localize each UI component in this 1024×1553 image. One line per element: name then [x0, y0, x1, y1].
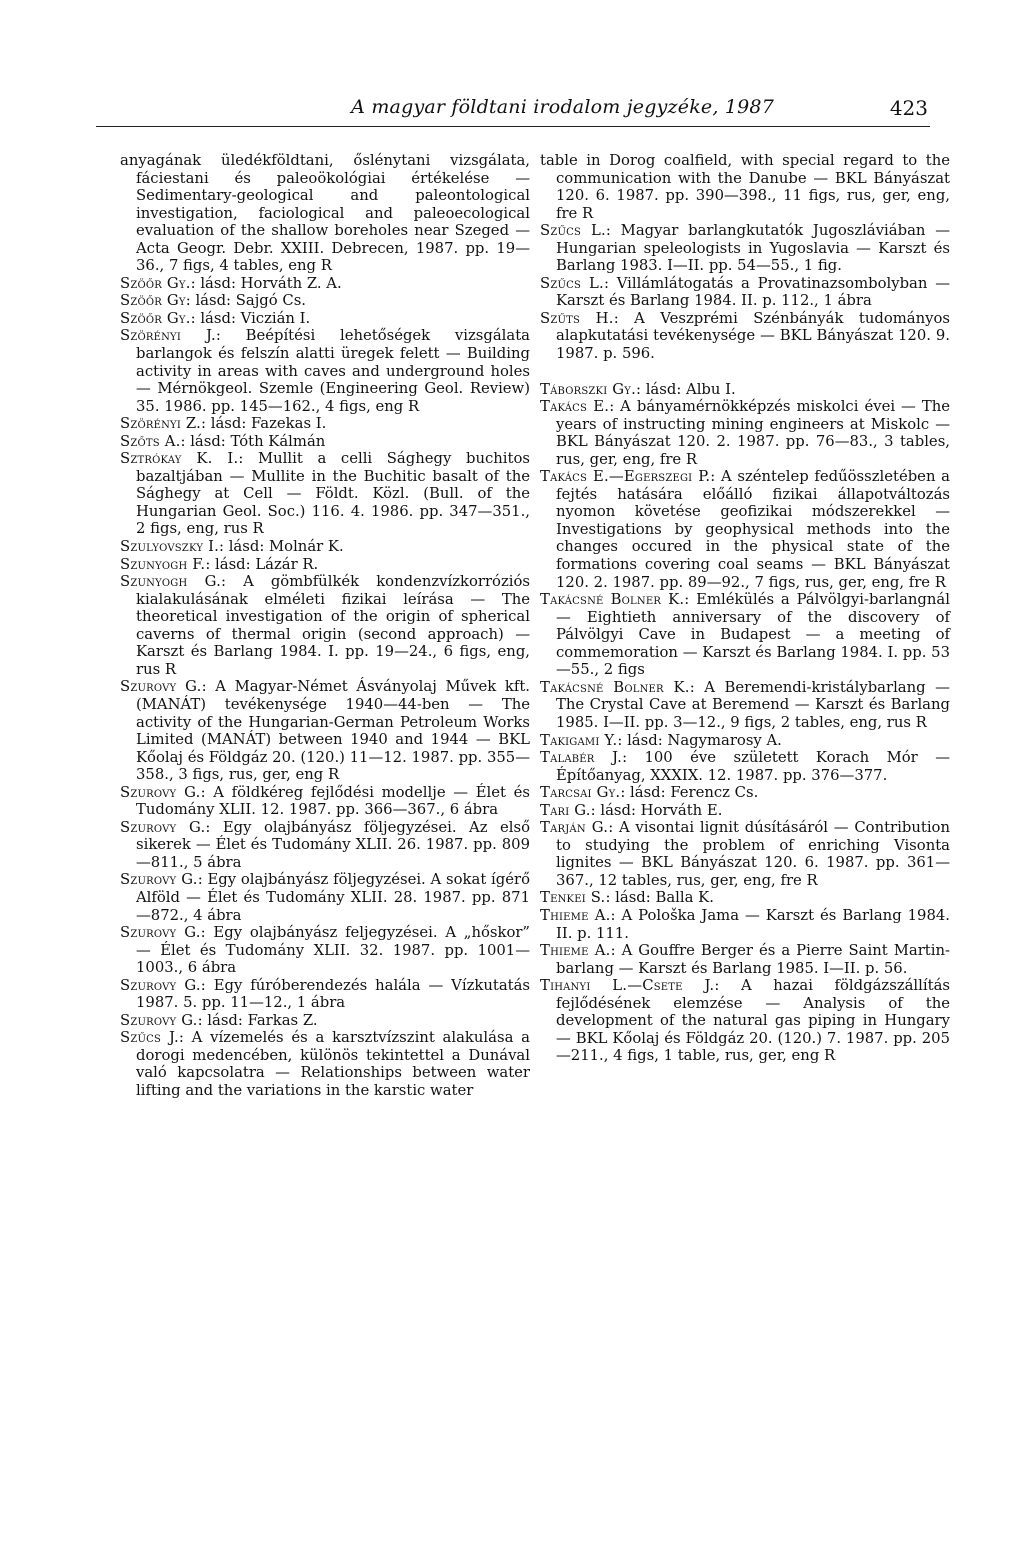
entry-text: : A hazai földgázszállítás fejlődésének elemzése — Analysis of the development of the natural gas piping in Hungary — BKL Kőolaj és Földgáz 20. (120.) 7. 1987. pp. 205—211., 4 figs, 1 table, rus, ger, eng R	[556, 977, 950, 1065]
bibliography-entry	[120, 573, 530, 678]
bibliography-entry	[540, 802, 950, 820]
bibliography-entry	[120, 924, 530, 977]
bibliography-entry	[540, 152, 950, 222]
entry-text: : A Gouffre Berger és a Pierre Saint Martin-barlang — Karszt és Barlang 1985. I—II. p. 56.	[556, 942, 950, 977]
entry-text: : lásd: Horváth E.	[590, 801, 723, 819]
bibliography-entry	[540, 222, 950, 275]
entry-text: : A Veszprémi Szénbányák tudományos alapkutatási tevékenysége — BKL Bányászat 120. 9. 1987. p. 596.	[556, 309, 950, 363]
entry-author: Szűcs L.	[540, 222, 606, 240]
entry-text: : lásd: Balla K.	[605, 889, 714, 907]
entry-text: : A gömbfülkék kondenzvízkorróziós kialakulásának elméleti fizikai leírása — The theoretical investigation of the origin of spherical caverns of thermal origin (second approach) — Karszt és Barlang 1984. I. pp. 19—24., 6 figs, eng, rus R	[136, 573, 530, 678]
bibliography-entry	[120, 310, 530, 328]
entry-text: : lásd: Nagymarosy A.	[617, 731, 782, 749]
entry-author: Szunyogh F.	[120, 555, 206, 573]
bibliography-entry	[120, 538, 530, 556]
entry-author: Tihanyi L.—Csete J.	[540, 977, 715, 995]
entry-author: Thieme A.	[540, 906, 611, 924]
entry-author: Szűcs J.	[120, 1029, 179, 1047]
entry-author: Szurovy G.	[120, 976, 201, 994]
entry-text: : lásd: Albu I.	[636, 380, 736, 398]
bibliography-entry	[120, 450, 530, 538]
entry-text: : lásd: Farkas Z.	[197, 1011, 318, 1029]
bibliography-entry	[120, 977, 530, 1012]
bibliography-entry	[540, 679, 950, 732]
entry-author: Takácsné Bolner K.	[540, 591, 685, 609]
bibliography-entry	[120, 327, 530, 415]
bibliography-entry	[540, 591, 950, 679]
entry-author: Szűcs L.	[540, 274, 604, 292]
entry-author: Szurovy G.	[120, 924, 201, 942]
entry-text: : Egy olajbányász följegyzései. Az első sikerek — Élet és Tudomány XLII. 26. 1987. pp. 809—811., 5 ábra	[136, 818, 530, 871]
entry-text: : A bányamérnökképzés miskolci évei — The years of instructing mining engineers at Miskolc — BKL Bányászat 120. 2. 1987. pp. 76—83., 3 tables, rus, ger, eng, fre R	[556, 398, 951, 468]
entry-author: Táborszki Gy.	[540, 380, 637, 398]
entry-author: Thieme A.	[540, 942, 611, 960]
bibliography-entry	[120, 678, 530, 783]
entry-text: : Magyar barlangkutatók Jugoszláviában — Hungarian speleologists in Yugoslavia — Karszt és Barlang 1983. I—II. pp. 54—55., 1 fig.	[556, 222, 950, 275]
entry-author: Sztrókay K. I.	[120, 450, 239, 468]
bibliography-entry	[120, 1012, 530, 1030]
page-number: 423	[889, 96, 928, 120]
section-gap	[540, 363, 950, 381]
bibliography-entry	[120, 871, 530, 924]
entry-author: Szöőr Gy	[120, 292, 186, 310]
entry-author: Talabér J.	[540, 749, 623, 767]
entry-author: Szurovy G.	[120, 871, 198, 889]
entry-author: Szűts H.	[540, 309, 614, 327]
bibliography-entry	[120, 433, 530, 451]
entry-text: anyagának üledékföldtani, őslénytani vizsgálata, fáciestani és paleoökológiai értékelése — Sedimentary-geological and paleontological investigation, faciological and paleoecological evaluation of the shallow boreholes near Szeged — Acta Geogr. Debr. XXIII. Debrecen, 1987. pp. 19—36., 7 figs, 4 tables, eng R	[120, 152, 530, 275]
entry-text: : Beépítési lehetőségek vizsgálata barlangok és felszín alatti üregek felett — Building activity in areas with caves and underground holes — Mérnökgeol. Szemle (Engineering Geol. Review) 35. 1986. pp. 145—162., 4 figs, eng R	[136, 327, 530, 415]
entry-author: Szörényi Z.	[120, 415, 202, 433]
bibliography-entry	[120, 152, 530, 275]
entry-text: : Egy fúróberendezés halála — Vízkutatás 1987. 5. pp. 11—12., 1 ábra	[136, 976, 530, 1012]
entry-text: : lásd: Sajgó Cs.	[185, 292, 306, 310]
bibliography-entry	[540, 468, 950, 591]
bibliography-entry	[540, 732, 950, 750]
entry-text: table in Dorog coalfield, with special regard to the communication with the Danube — BKL Bányászat 120. 6. 1987. pp. 390—398., 11 figs, rus, ger, eng, fre R	[540, 152, 950, 222]
entry-text: : A Magyar-Német Ásványolaj Művek kft. (MANÁT) tevékenysége 1940—44-ben — The activity of the Hungarian-German Petroleum Works Limited (MANÁT) between 1940 and 1944 — BKL Kőolaj és Földgáz 20. (120.) 11—12. 1987. pp. 355—358., 3 figs, rus, ger, eng R	[136, 678, 530, 784]
entry-author: Tarcsai Gy.	[540, 784, 621, 802]
entry-author: Szurovy G.	[120, 678, 202, 696]
entry-author: Szöőr Gy.	[120, 274, 191, 292]
entry-text: : lásd: Viczián I.	[190, 309, 311, 327]
entry-text: : Egy olajbányász feljegyzései. A „hőskor” — Élet és Tudomány XLII. 32. 1987. pp. 1001—1003., 6 ábra	[136, 924, 530, 977]
entry-text: : Emlékülés a Pálvölgyi-barlangnál — Eightieth anniversary of the discovery of Pálvölgyi Cave in Budapest — a meeting of commemoration — Karszt és Barlang 1984. I. pp. 53—55., 2 figs	[556, 591, 950, 679]
entry-text: : A vízemelés és a karsztvízszint alakulása a dorogi medencében, különös tekintettel a Dunával való kapcsolatra — Relationships between water lifting and the variations in the karstic water	[136, 1029, 530, 1099]
bibliography-entry	[120, 784, 530, 819]
entry-author: Szörényi J.	[120, 327, 216, 345]
entry-author: Szunyogh G.	[120, 573, 222, 591]
entry-text: : A Beremendi-kristálybarlang — The Crystal Cave at Beremend — Karszt és Barlang 1985. I—II. pp. 3—12., 9 figs, 2 tables, eng, rus R	[556, 678, 950, 731]
entry-author: Tenkei S.	[540, 889, 606, 907]
bibliography-entry	[540, 889, 950, 907]
entry-author: Szulyovszky I.	[120, 538, 220, 556]
bibliography-entry	[120, 819, 530, 872]
entry-text: : lásd: Molnár K.	[219, 538, 344, 556]
entry-text: : A földkéreg fejlődési modellje — Élet és Tudomány XLII. 12. 1987. pp. 366—367., 6 ábra	[136, 783, 531, 819]
bibliography-entry	[540, 398, 950, 468]
entry-author: Szőts A.	[120, 432, 181, 450]
entry-text: : lásd: Tóth Kálmán	[180, 432, 326, 450]
bibliography-entry	[120, 1029, 530, 1099]
bibliography-entry	[540, 942, 950, 977]
bibliography-entry	[540, 310, 950, 363]
entry-text: : lásd: Fazekas I.	[201, 415, 327, 433]
entry-author: Szurovy G.	[120, 818, 206, 836]
bibliography-entry	[540, 977, 950, 1065]
entry-text: : A széntelep fedűösszletében a fejtés hatására előálló fizikai állapotváltozás nyomon követése geofizikai módszerekkel — Investigations by geophysical methods into the changes occured in the physical state of the formations covering coal seams — BKL Bányászat 120. 2. 1987. pp. 89—92., 7 figs, rus, ger, eng, fre R	[556, 468, 950, 591]
bibliography-entry	[540, 275, 950, 310]
entry-text: : 100 éve született Korach Mór — Építőanyag, XXXIX. 12. 1987. pp. 376—377.	[556, 749, 950, 784]
entry-author: Tari G.	[540, 801, 591, 819]
bibliography-entry	[540, 819, 950, 889]
bibliography-entry	[120, 292, 530, 310]
entry-author: Takács E.—Egerszegi P.	[540, 468, 711, 486]
entry-author: Takigami Y.	[540, 731, 618, 749]
entry-text: : lásd: Lázár R.	[205, 555, 319, 573]
bibliography-entry	[540, 907, 950, 942]
entry-text: : Villámlátogatás a Provatinazsombolyban — Karszt és Barlang 1984. II. p. 112., 1 ábra	[556, 274, 950, 310]
bibliography-entry	[540, 749, 950, 784]
bibliography-entry	[540, 381, 950, 399]
entry-text: : lásd: Horváth Z. A.	[190, 274, 342, 292]
entry-author: Szurovy G.	[120, 783, 201, 801]
entry-author: Szöőr Gy.	[120, 309, 191, 327]
running-title: A magyar földtani irodalom jegyzéke, 1987	[351, 96, 774, 118]
entry-author: Tarján G.	[540, 819, 609, 837]
bibliography-entry	[120, 556, 530, 574]
entry-text: : Mullit a celli Sághegy buchitos bazaltjában — Mullite in the Buchitic basalt of the Sághegy at Cell — Földt. Közl. (Bull. of the Hungarian Geol. Soc.) 116. 4. 1986. pp. 347—351., 2 figs, eng, rus R	[136, 450, 530, 538]
entry-author: Takácsné Bolner K.	[540, 678, 690, 696]
left-column	[120, 152, 530, 1100]
entry-author: Takács E.	[540, 398, 610, 416]
entry-text: : A Pološka Jama — Karszt és Barlang 1984. II. p. 111.	[556, 906, 950, 942]
entry-author: Szurovy G.	[120, 1011, 198, 1029]
entry-text: : A visontai lignit dúsításáról — Contribution to studying the problem of enriching Visonta lignites — BKL Bányászat 120. 6. 1987. pp. 361—367., 12 tables, rus, ger, eng, fre R	[556, 819, 950, 889]
bibliography-entry	[120, 415, 530, 433]
bibliography-entry	[120, 275, 530, 293]
entry-text: : lásd: Ferencz Cs.	[620, 784, 759, 802]
bibliography-entry	[540, 784, 950, 802]
right-column	[540, 152, 950, 1065]
page-header	[96, 90, 930, 127]
entry-text: : Egy olajbányász följegyzései. A sokat ígérő Alföld — Élet és Tudomány XLII. 28. 1987. pp. 871—872., 4 ábra	[136, 871, 531, 924]
